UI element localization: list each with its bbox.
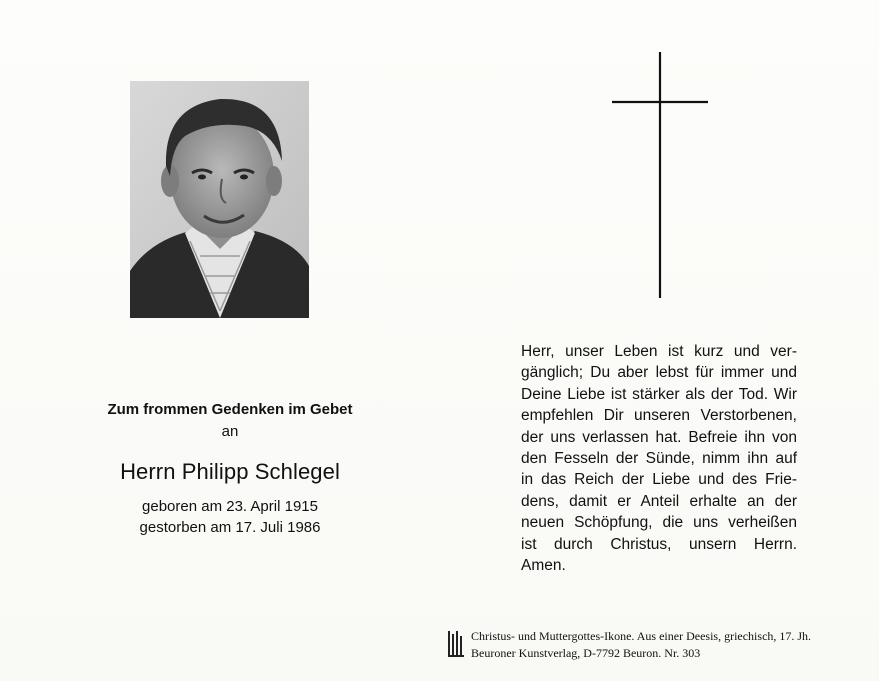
publisher-credits [447, 628, 867, 662]
death-date: gestorben am 17. Juli 1986 [139, 519, 321, 536]
credit-line-1: Christus- und Muttergottes-Ikone. Aus einer Deesis, griechisch, 17. Jh. [471, 629, 812, 643]
prayer-text [521, 341, 797, 576]
prayer-line: neuen Schöpfung, die uns verheißen [521, 514, 797, 532]
life-dates [60, 496, 400, 538]
birth-date: geboren am 23. April 1915 [142, 498, 318, 515]
portrait-photo [130, 81, 309, 318]
dedication-block [60, 400, 400, 538]
prayer-line: Herr, unser Leben ist kurz und ver- [521, 343, 797, 360]
deceased-name: Herrn Philipp Schlegel [120, 459, 340, 484]
dedication-title: Zum frommen Gedenken im Gebet [107, 401, 353, 418]
prayer-line: ist durch Christus, unsern Herrn. [521, 535, 797, 553]
prayer-line: den Fesseln der Sünde, nimm ihn auf [521, 450, 797, 468]
prayer-line: empfehlen Dir unseren Verstorbenen, [521, 407, 797, 425]
prayer-line: der uns verlassen hat. Befreie ihn von [521, 428, 797, 446]
publisher-logo-icon [447, 630, 465, 658]
credit-line-2: Beuroner Kunstverlag, D-7792 Beuron. Nr. 303 [471, 646, 701, 660]
cross-icon [612, 52, 708, 298]
prayer-line: Amen. [521, 557, 566, 575]
dedication-an: an [221, 423, 239, 440]
prayer-line: dens, damit er Anteil erhalte an der [521, 492, 797, 510]
portrait-illustration [130, 81, 309, 318]
prayer-line: gänglich; Du aber lebst für immer und [521, 364, 797, 382]
prayer-line: in das Reich der Liebe und des Frie- [521, 471, 797, 489]
prayer-line: Deine Liebe ist stärker als der Tod. Wir [521, 385, 797, 403]
